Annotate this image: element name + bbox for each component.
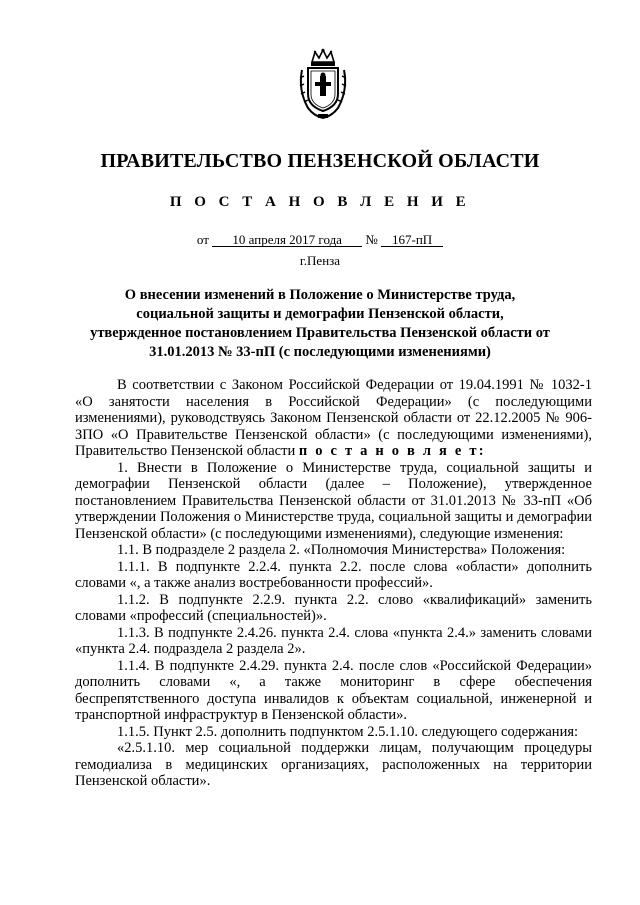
body-paragraph: 1.1.2. В подпункте 2.2.9. пункта 2.2. слово «квалификаций» заменить словами «профессий (специальностей)».: [75, 591, 592, 624]
intro-text: В соответствии с Законом Российской Федерации от 19.04.1991 № 1032-1 «О занятости населения в Российской Федерации» (с последующими изменениями), руководствуясь Законом Пензенской области от 22.12.2005 № 906-ЗПО «О Правительстве Пензенской области» (с последующими изменениями), Правительство Пензенской области: [75, 377, 592, 459]
body-paragraph: [75, 377, 592, 460]
decree-word: п о с т а н о в л я е т:: [298, 443, 486, 459]
document-type: П О С Т А Н О В Л Е Н И Е: [169, 194, 471, 210]
body-paragraph: 1.1.4. В подпункте 2.4.29. пункта 2.4. после слов «Российской Федерации» дополнить словами «, а также мониторинг в сфере обеспечения беспрепятственного доступа инвалидов к объектам социальной, инженерной и транспортной инфраструктур в Пензенской области».: [75, 657, 592, 723]
body-paragraph: 1.1.5. Пункт 2.5. дополнить подпунктом 2.5.1.10. следующего содержания:: [117, 723, 579, 740]
body-paragraph: 1. Внести в Положение о Министерстве труда, социальной защиты и демографии Пензенской области (далее – Положение), утвержденное постановлением Правительства Пензенской области от 31.01.2013 № 33-пП «Об утверждении Положения о Министерстве труда, социальной защиты и демографии Пензенской области» (с последующими изменениями), следующие изменения:: [75, 459, 592, 542]
coat-of-arms-icon: [296, 48, 350, 120]
organization-title: ПРАВИТЕЛЬСТВО ПЕНЗЕНСКОЙ ОБЛАСТИ: [100, 150, 540, 172]
emblem: [296, 48, 350, 120]
body-paragraph: 1.1.1. В подпункте 2.2.4. пункта 2.2. после слова «области» дополнить словами «, а также анализ востребованности профессий».: [75, 558, 592, 591]
document-date: 10 апреля 2017 года: [212, 233, 362, 247]
body-paragraph: 1.1.3. В подпункте 2.4.26. пункта 2.4. слова «пункта 2.4.» заменить словами «пункта 2.4. подраздела 2 раздела 2».: [75, 624, 592, 657]
date-line: [0, 232, 640, 248]
body-paragraph: 1.1. В подразделе 2 раздела 2. «Полномочия Министерства» Положения:: [117, 542, 566, 558]
city: г.Пенза: [299, 253, 341, 268]
document-number: 167-пП: [381, 233, 443, 247]
document-body: [75, 377, 592, 790]
date-prefix: от: [196, 232, 209, 247]
number-prefix: №: [365, 232, 378, 247]
body-paragraph: «2.5.1.10. мер социальной поддержки лицам, получающим процедуры гемодиализа в медицинских организациях, расположенных на территории Пензенской области».: [75, 740, 592, 789]
document-subject: О внесении изменений в Положение о Министерстве труда, социальной защиты и демографии Пензенской области, утвержденное постановлением Правительства Пензенской области от 31.01.2013 № 33-пП (с последующими изменениями): [90, 287, 550, 360]
